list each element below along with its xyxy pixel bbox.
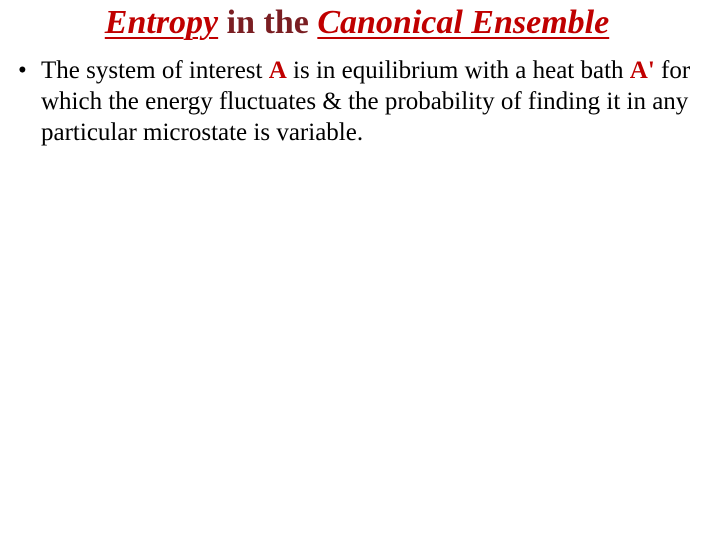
system-variable-a: A [268, 57, 287, 84]
bullet-item [18, 55, 708, 148]
heat-bath-variable-a-prime: A' [629, 57, 655, 84]
bullet-marker: • [18, 57, 27, 84]
slide-title [0, 2, 714, 44]
bullet-text-middle: is in equilibrium with a heat bath [286, 57, 630, 84]
title-connector: in the [218, 4, 318, 41]
bullet-text-end: for which the energy fluctuates & the probability of finding it in any particular microstate is variable. [41, 57, 691, 146]
bullet-text-start: The system of interest [41, 57, 269, 84]
title-entropy: Entropy [104, 4, 219, 41]
slide-body [18, 55, 708, 148]
title-canonical-ensemble: Canonical Ensemble [317, 4, 610, 41]
